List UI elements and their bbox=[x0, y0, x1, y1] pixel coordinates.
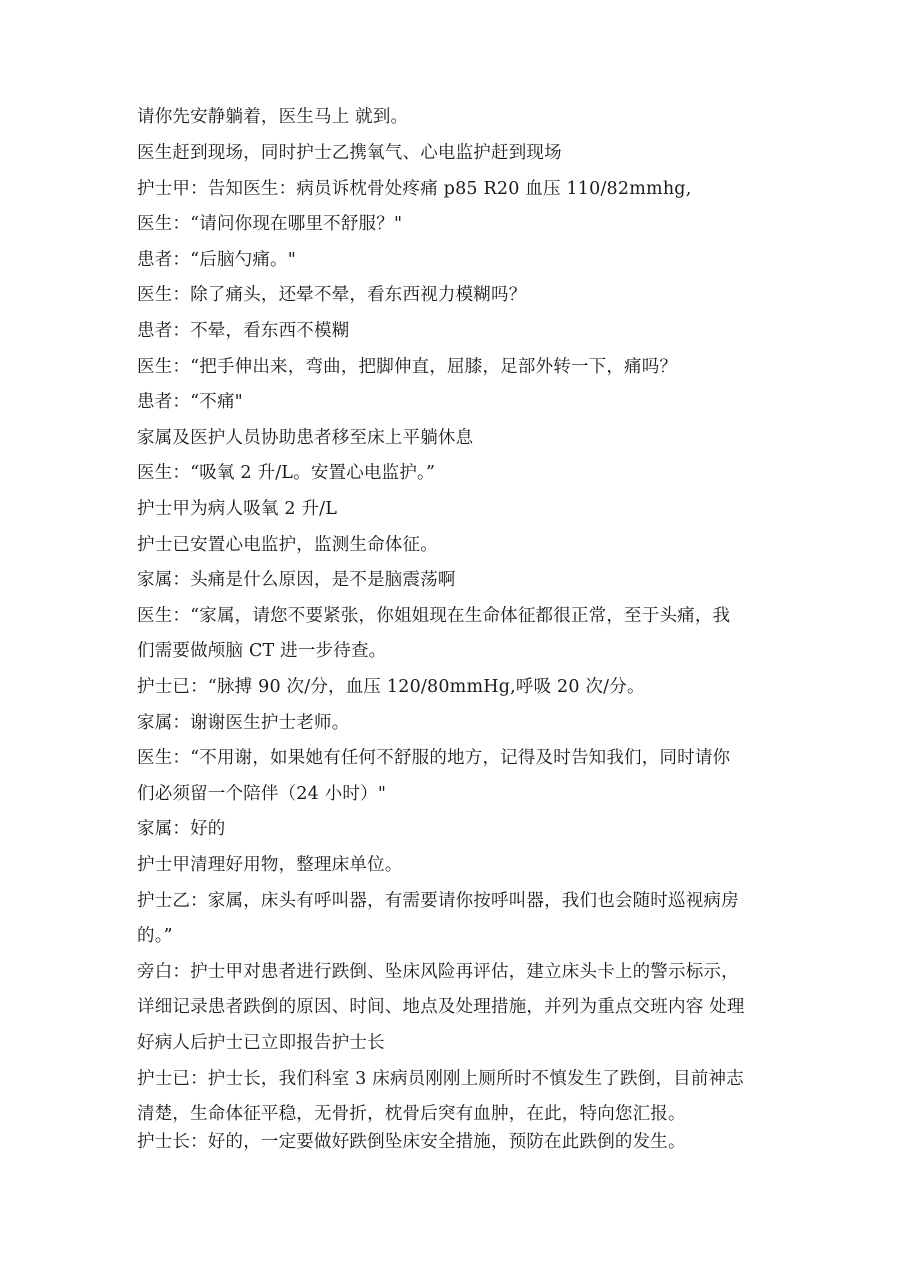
text-line: 好病人后护士已立即报告护士长 bbox=[137, 1033, 385, 1053]
text-line: 护士已：“脉搏 90 次/分，血压 120/80mmHg,呼吸 20 次/分。 bbox=[137, 677, 645, 697]
text-line: 旁白：护士甲对患者进行跌倒、坠床风险再评估，建立床头卡上的警示标示， bbox=[137, 962, 739, 982]
text-line: 清楚，生命体征平稳，无骨折，枕骨后突有血肿，在此，特向您汇报。 bbox=[137, 1104, 686, 1124]
text-line: 护士乙：家属，床头有呼叫器，有需要请你按呼叫器，我们也会随时巡视病房 bbox=[137, 891, 739, 911]
text-line: 详细记录患者跌倒的原因、时间、地点及处理措施，并列为重点交班内容 处理 bbox=[137, 997, 745, 1017]
text-line: 患者：“后脑勺痛。" bbox=[137, 250, 296, 270]
text-line: 家属：好的 bbox=[137, 819, 226, 839]
text-line: 家属及医护人员协助患者移至床上平躺休息 bbox=[137, 428, 474, 448]
text-line: 患者：“不痛" bbox=[137, 392, 243, 412]
text-line: 的。” bbox=[137, 926, 173, 946]
text-line: 家属：谢谢医生护士老师。 bbox=[137, 713, 350, 733]
text-line: 医生：“请问你现在哪里不舒服？" bbox=[137, 214, 403, 234]
text-line: 护士甲清理好用物，整理床单位。 bbox=[137, 855, 403, 875]
text-line: 护士甲：告知医生：病员诉枕骨处疼痛 p85 R20 血压 110/82mmhg, bbox=[137, 179, 692, 199]
text-line: 家属：头痛是什么原因，是不是脑震荡啊 bbox=[137, 570, 456, 590]
text-line: 护士已：护士长，我们科室 3 床病员刚刚上厕所时不慎发生了跌倒，目前神志 bbox=[137, 1069, 744, 1089]
text-line: 们需要做颅脑 CT 进一步待查。 bbox=[137, 641, 387, 661]
text-line: 们必须留一个陪伴（24 小时）" bbox=[137, 784, 387, 804]
text-line: 医生：除了痛头，还晕不晕，看东西视力模糊吗？ bbox=[137, 285, 527, 305]
text-line: 医生赶到现场，同时护士乙携氧气、心电监护赶到现场 bbox=[137, 143, 562, 163]
text-line: 医生：“不用谢，如果她有任何不舒服的地方，记得及时告知我们，同时请你 bbox=[137, 748, 731, 768]
text-line: 医生：“把手伸出来，弯曲，把脚伸直，屈膝，足部外转一下，痛吗？ bbox=[137, 357, 678, 377]
text-line: 医生：“家属，请您不要紧张，你姐姐现在生命体征都很正常，至于头痛，我 bbox=[137, 606, 731, 626]
text-line: 护士甲为病人吸氧 2 升/L bbox=[137, 499, 338, 519]
text-line: 护士长：好的，一定要做好跌倒坠床安全措施，预防在此跌倒的发生。 bbox=[137, 1132, 686, 1152]
text-line: 护士已安置心电监护，监测生命体征。 bbox=[137, 535, 438, 555]
text-line: 患者：不晕，看东西不模糊 bbox=[137, 321, 350, 341]
text-line: 医生：“吸氧 2 升/L。安置心电监护。” bbox=[137, 463, 436, 483]
text-line: 请你先安静躺着，医生马上 就到。 bbox=[137, 107, 409, 127]
